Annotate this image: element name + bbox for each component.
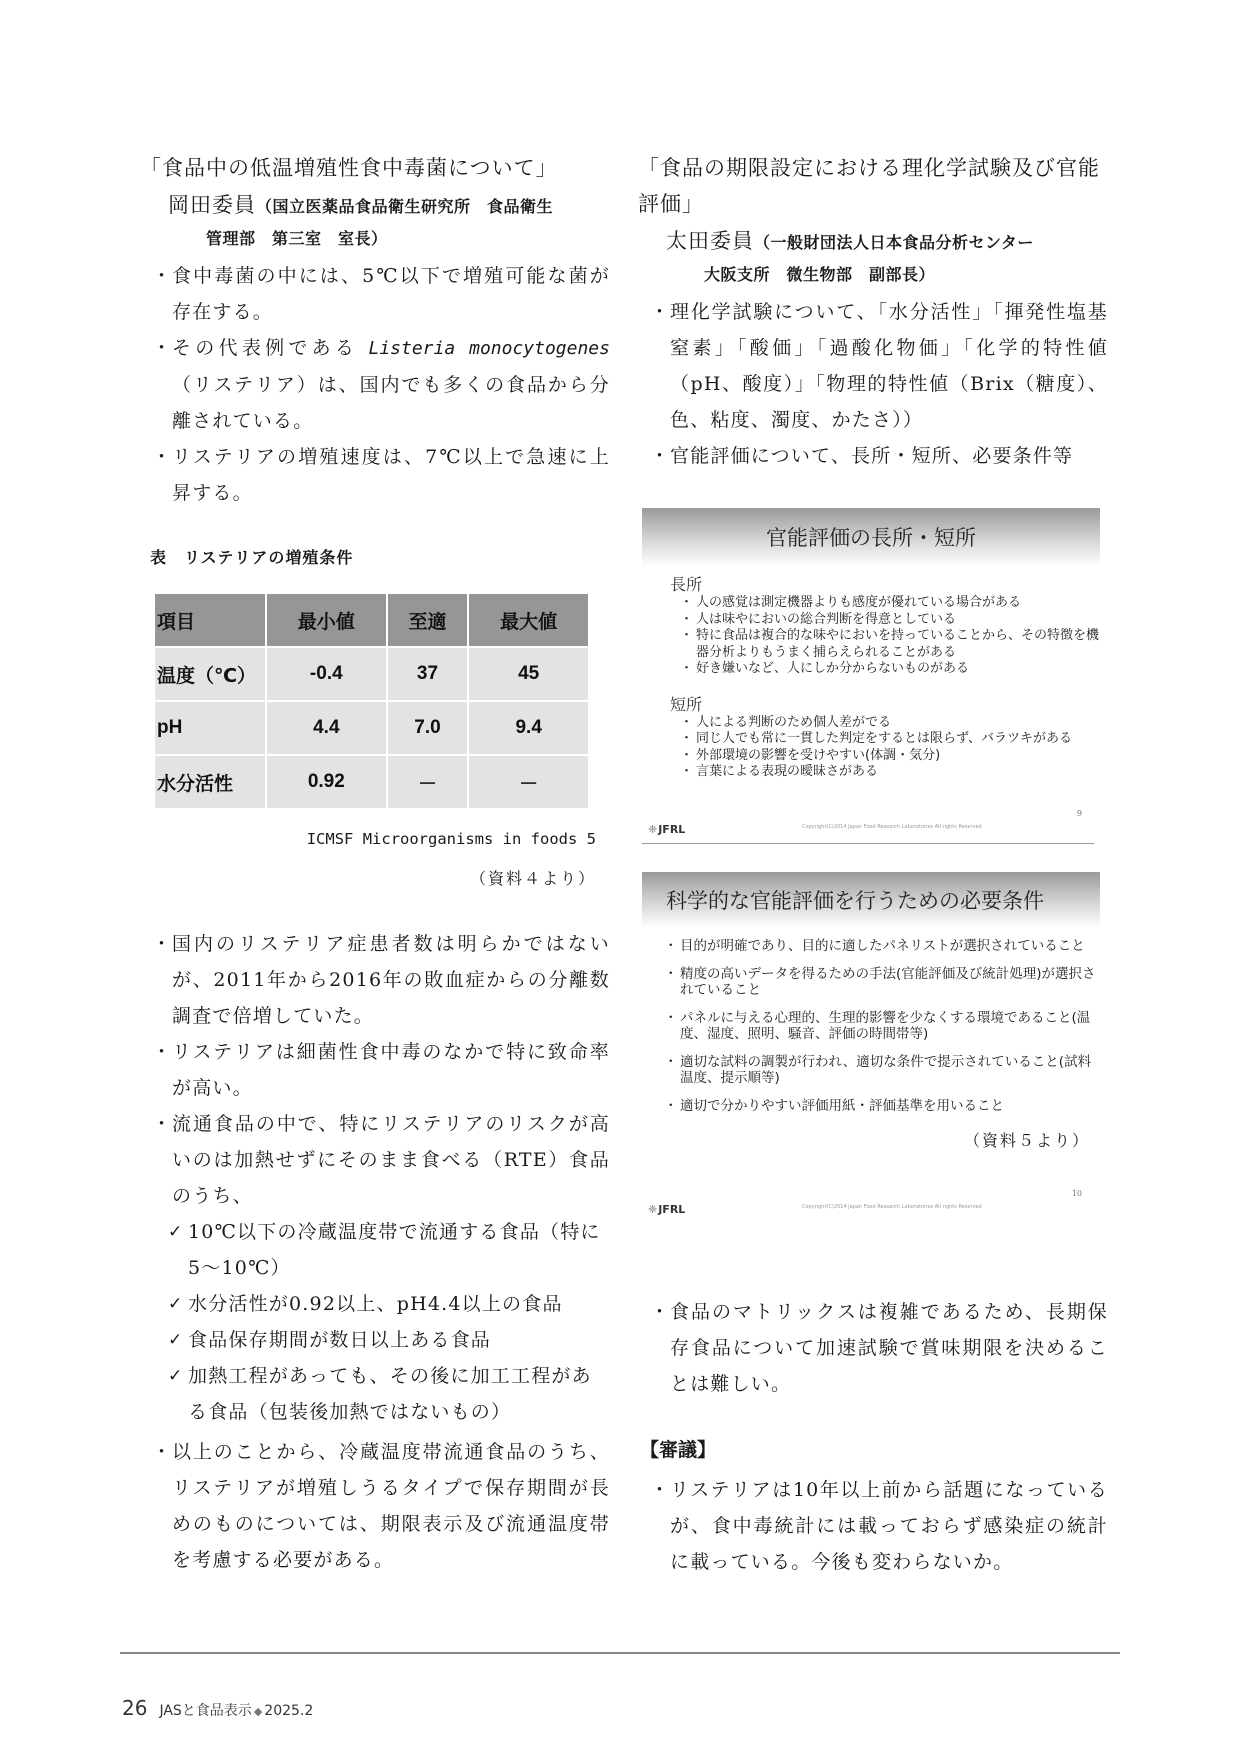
species-name: Listeria monocytogenes bbox=[368, 338, 610, 359]
slide-item: ・ 適切で分かりやすい評価用紙・評価基準を用いること bbox=[668, 1098, 1100, 1115]
check-item: ✓ 水分活性が0.92以上、pH4.4以上の食品 bbox=[168, 1286, 610, 1322]
slide-item: ・ 言葉による表現の曖昧さがある bbox=[684, 764, 1100, 781]
logo-mark-icon: ❈ bbox=[648, 823, 658, 836]
bullet-item: ・ 国内のリステリア症患者数は明らかではないが、2011年から2016年の敗血症からの分離数調査で倍増していた。 bbox=[152, 933, 610, 1027]
bullet-item: ・ 食中毒菌の中には、5℃以下で増殖可能な菌が存在する。 bbox=[152, 265, 610, 323]
check-icon: ✓ bbox=[168, 1330, 184, 1350]
deliberation-bullets bbox=[648, 1472, 1108, 1580]
check-icon: ✓ bbox=[168, 1366, 184, 1386]
table-cell: － bbox=[468, 755, 589, 809]
slide-page-number: 9 bbox=[1076, 809, 1082, 818]
slide-footer bbox=[642, 809, 1100, 838]
slide-item: ・ 人による判断のため個人差がでる bbox=[684, 715, 1100, 732]
table-cell: 4.4 bbox=[266, 701, 387, 755]
right-column bbox=[638, 150, 1108, 474]
bullet-item: ・ 流通食品の中で、特にリステリアのリスクが高いのは加熱せずにそのまま食べる（RTE）食品のうち、 bbox=[152, 1113, 610, 1207]
table-header: 最小値 bbox=[266, 593, 387, 647]
logo-mark-icon: ❈ bbox=[648, 1203, 658, 1216]
slide-section-pros: 長所 bbox=[670, 575, 703, 594]
speaker-name: 岡田委員 bbox=[168, 193, 256, 217]
physchem-bullets bbox=[648, 294, 1108, 474]
slide-requirements bbox=[642, 872, 1100, 1224]
table-caption: 表 リステリアの増殖条件 bbox=[150, 548, 354, 567]
bullet-item: ・ 理化学試験について、「水分活性」「揮発性塩基窒素」「酸価」「過酸化物価」「化学的特性値（pH、酸度）」「物理的特性値（Brix（糖度）、色、粘度、濁度、かたさ）） bbox=[650, 301, 1108, 431]
bullet-item: ・ 食品のマトリックスは複雑であるため、長期保存食品について加速試験で賞味期限を決めることは難しい。 bbox=[650, 1301, 1108, 1395]
slide-item: ・ 好き嫌いなど、人にしか分からないものがある bbox=[684, 661, 1100, 678]
table-cell: 7.0 bbox=[387, 701, 469, 755]
talk-title-listeria: 「食品中の低温増殖性食中毒菌について」 bbox=[140, 156, 558, 180]
magazine-title: JASと食品表示 bbox=[159, 1703, 252, 1719]
check-icon: ✓ bbox=[168, 1294, 184, 1314]
slide-pros-cons bbox=[642, 508, 1100, 844]
jfrl-logo: ❈JFRL bbox=[648, 1203, 686, 1216]
slide-item: ・ パネルに与える心理的、生理的影響を少なくする環境であること(温度、湿度、照明、騒音、評価の時間帯等) bbox=[668, 1010, 1100, 1043]
table-cell: － bbox=[387, 755, 469, 809]
bullet-item: ・ リステリアは細菌性食中毒のなかで特に致命率が高い。 bbox=[152, 1041, 610, 1099]
slide-copyright: Copyright(C)2014 Japan Food Research Laboratories All rights Reserved bbox=[802, 1204, 982, 1210]
jfrl-logo: ❈JFRL bbox=[648, 823, 686, 836]
slide-page-number: 10 bbox=[1071, 1189, 1082, 1198]
rte-checklist bbox=[150, 1214, 610, 1430]
bullet-item: ・ 以上のことから、冷蔵温度帯流通食品のうち、リステリアが増殖しうるタイプで保存期間が長めのものについては、期限表示及び流通温度帯を考慮する必要がある。 bbox=[152, 1441, 610, 1571]
left-column-lower bbox=[150, 922, 610, 1578]
speaker-affiliation-cont: 大阪支所 微生物部 副部長） bbox=[704, 265, 936, 284]
table-source: ICMSF Microorganisms in foods 5 bbox=[306, 830, 596, 848]
requirements-list bbox=[668, 938, 1100, 1114]
page-number: 26 bbox=[122, 1696, 148, 1720]
right-column-lower bbox=[640, 1290, 1108, 1580]
table-cell: 水分活性 bbox=[154, 755, 266, 809]
check-item: ✓ 加熱工程があっても、その後に加工工程がある食品（包装後加熱ではないもの） bbox=[168, 1358, 610, 1430]
table-header: 最大値 bbox=[468, 593, 589, 647]
slide-item: ・ 精度の高いデータを得るための手法(官能評価及び統計処理)が選択されていること bbox=[668, 966, 1100, 999]
slide-item: ・ 特に食品は複合的な味やにおいを持っていることから、その特徴を機器分析よりもうまく捕らえられることがある bbox=[684, 628, 1100, 661]
deliberation-heading: 【審議】 bbox=[640, 1439, 717, 1461]
listeria-bullets bbox=[150, 258, 610, 511]
table-cell: 温度（℃） bbox=[154, 647, 266, 701]
speaker-affiliation: （国立医薬品食品衛生研究所 食品衛生 bbox=[256, 197, 554, 216]
slide-item: ・ 適切な試料の調製が行われ、適切な条件で提示されていること(試料温度、提示順等) bbox=[668, 1054, 1100, 1087]
slide-item: ・ 人は味やにおいの総合判断を得意としている bbox=[684, 612, 1100, 629]
table-cell: -0.4 bbox=[266, 647, 387, 701]
left-column bbox=[140, 150, 610, 511]
bullet-item: ・ リステリアは10年以上前から話題になっているが、食中毒統計には載っておらず感染症の統計に載っている。今後も変わらないか。 bbox=[650, 1479, 1108, 1573]
speaker-ota bbox=[666, 224, 1108, 290]
slide-item: ・ 目的が明確であり、目的に適したパネリストが選択されていること bbox=[668, 938, 1100, 955]
pros-list bbox=[684, 595, 1100, 678]
slide-copyright: Copyright(C)2014 Japan Food Research Laboratories All rights Reserved bbox=[802, 824, 982, 830]
slide-item: ・ 同じ人でも常に一貫した判定をするとは限らず、バラツキがある bbox=[684, 731, 1100, 748]
cons-list bbox=[684, 715, 1100, 781]
speaker-affiliation: （一般財団法人日本食品分析センター bbox=[754, 233, 1034, 252]
check-item: ✓ 食品保存期間が数日以上ある食品 bbox=[168, 1322, 610, 1358]
table-reference: （資料４より） bbox=[469, 869, 596, 888]
table-row bbox=[154, 755, 589, 809]
slide-divider bbox=[642, 843, 1094, 844]
slide-section-cons: 短所 bbox=[670, 694, 703, 714]
speaker-affiliation-cont: 管理部 第三室 室長） bbox=[206, 229, 388, 248]
talk-title-sensory: 「食品の期限設定における理化学試験及び官能評価」 bbox=[638, 156, 1100, 216]
table-cell: 37 bbox=[387, 647, 469, 701]
diamond-icon: ◆ bbox=[253, 1705, 263, 1718]
speaker-name: 太田委員 bbox=[666, 229, 754, 253]
bullet-item: ・ 官能評価について、長所・短所、必要条件等 bbox=[650, 445, 1074, 467]
table-row bbox=[154, 647, 589, 701]
footer-divider bbox=[120, 1652, 1120, 1654]
issue-date: 2025.2 bbox=[264, 1703, 314, 1719]
growth-conditions-table bbox=[153, 592, 590, 810]
table-cell: 45 bbox=[468, 647, 589, 701]
table-row bbox=[154, 701, 589, 755]
table-header: 至適 bbox=[387, 593, 469, 647]
table-cell: 9.4 bbox=[468, 701, 589, 755]
speaker-okada bbox=[168, 188, 610, 254]
slide-title: 官能評価の長所・短所 bbox=[642, 508, 1100, 566]
bullet-item: ・ その代表例である Listeria monocytogenes（リステリア）は、国内でも多くの食品から分離されている。 bbox=[152, 337, 610, 432]
check-item: ✓ 10℃以下の冷蔵温度帯で流通する食品（特に5〜10℃） bbox=[168, 1214, 610, 1286]
conclusion-bullets bbox=[150, 1434, 610, 1578]
listeria-risk-bullets bbox=[150, 926, 610, 1214]
table-cell: 0.92 bbox=[266, 755, 387, 809]
slide-title: 科学的な官能評価を行うための必要条件 bbox=[642, 872, 1100, 928]
slide-item: ・ 外部環境の影響を受けやすい(体調・気分) bbox=[684, 748, 1100, 765]
matrix-bullets bbox=[648, 1294, 1108, 1402]
check-icon: ✓ bbox=[168, 1222, 184, 1242]
bullet-item: ・ リステリアの増殖速度は、7℃以上で急速に上昇する。 bbox=[152, 446, 610, 504]
page-footer bbox=[122, 1696, 313, 1720]
table-header-row bbox=[154, 593, 589, 647]
table-header: 項目 bbox=[154, 593, 266, 647]
table-cell: pH bbox=[154, 701, 266, 755]
slide-item: ・ 人の感覚は測定機器よりも感度が優れている場合がある bbox=[684, 595, 1100, 612]
slide-footer bbox=[642, 1189, 1100, 1218]
slide-reference: （資料５より） bbox=[963, 1131, 1090, 1150]
